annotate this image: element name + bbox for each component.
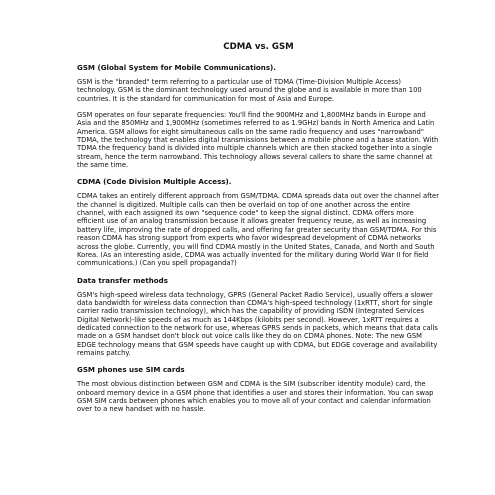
section-heading-sim-cards: GSM phones use SIM cards — [77, 365, 185, 375]
section-heading-gsm: GSM (Global System for Mobile Communications). — [77, 63, 276, 72]
section-heading-cdma: CDMA (Code Division Multiple Access). — [77, 177, 232, 187]
paragraph-gsm-intro: GSM is the "branded" term referring to a particular use of TDMA (Time-Division Multiple Access) technology. GSM is the dominant technology used around the globe and is available in more than 100 countries. It is the standard for communication for most of Asia and Europe. — [77, 78, 422, 103]
paragraph-sim-cards: The most obvious distinction between GSM and CDMA is the SIM (subscriber identity module) card, the onboard memory device in a GSM phone that identifies a user and stores their information. You can swap GSM SIM cards between phones which enables you to move all of your contact and calendar information over to a new handset with no hassle. — [77, 380, 434, 414]
paragraph-data-transfer: GSM's high-speed wireless data technology, GPRS (General Packet Radio Service), usually offers a slower data bandwidth for wireless data connection than CDMA's high-speed technology (1xRTT, short for single carrier radio transmission technology), which has the capability of providing ISDN (Integrated Services Digital Network)-like speeds of as much as 144Kbps (kilobits per second). However, 1xRTT requires a dedicated connection to the network for use, whereas GPRS sends in packets, which means that data calls made on a GSM handset don't block out voice calls like they do on CDMA phones. Note: The new GSM EDGE technology means that GSM speeds have caught up with CDMA, but EDGE coverage and availability remains patchy. — [77, 290, 438, 357]
section-heading-data-transfer: Data transfer methods — [77, 275, 168, 285]
document-title: CDMA vs. GSM — [223, 42, 294, 52]
paragraph-cdma: CDMA takes an entirely different approach from GSM/TDMA. CDMA spreads data out over the channel after the channel is digitized. Multiple calls can then be overlaid on top of one another across the entire channel, with each assigned its own "sequence code" to keep the signal distinct. CDMA offers more efficient use of an analog transmission because it allows greater frequency reuse, as well as increasing battery life, improving the rate of dropped calls, and offering far greater security than GSM/TDMA. For this reason CDMA has strong support from experts who favor widespread development of CDMA networks across the globe. Currently, you will find CDMA mostly in the United States, Canada, and North and South Korea. (As an interesting aside, CDMA was actually invented for the military during World War II for field communications.) (Can you spell propaganda?) — [77, 192, 439, 268]
paragraph-gsm-frequencies: GSM operates on four separate frequencies: You'll find the 900MHz and 1,800MHz bands in Europe and Asia and the 850MHz and 1,900MHz (sometimes referred to as 1.9GHz) bands in North America and Latin America. GSM allows for eight simultaneous calls on the same radio frequency and uses "narrowband" TDMA, the technology that enables digital transmissions between a mobile phone and a base station. With TDMA the frequency band is divided into multiple channels which are then stacked together into a single stream, hence the term narrowband. This technology allows several callers to share the same channel at the same time. — [77, 111, 439, 170]
